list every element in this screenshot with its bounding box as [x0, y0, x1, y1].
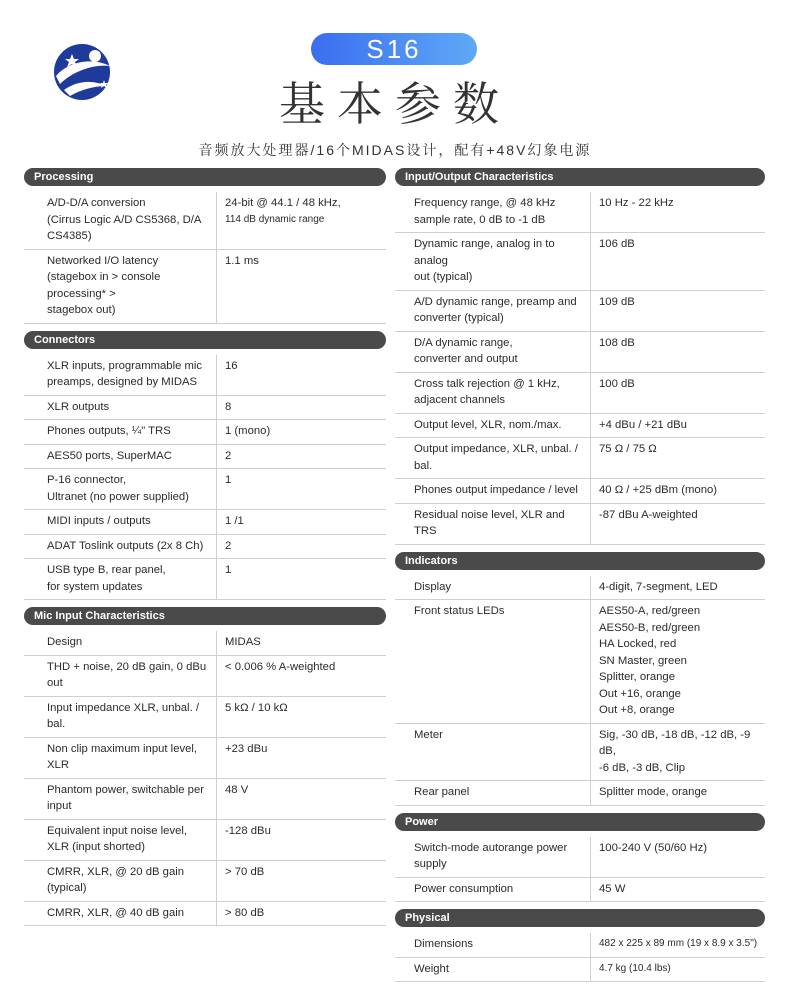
- spec-value-text: > 80 dB: [225, 906, 265, 919]
- spec-value: [591, 291, 765, 331]
- spec-value: [217, 631, 386, 655]
- spec-row: [395, 958, 765, 983]
- spec-value-text: 10 Hz - 22 kHz: [599, 197, 674, 209]
- spec-row: [24, 355, 386, 396]
- spec-value-text: 5 kΩ / 10 kΩ: [225, 701, 288, 714]
- spec-value: [217, 861, 386, 901]
- spec-value: [217, 469, 386, 509]
- spec-value: [591, 438, 765, 478]
- spec-value: [217, 902, 386, 926]
- spec-value-text: 106 dB: [599, 238, 635, 250]
- spec-value-text: -87 dBu A-weighted: [599, 508, 698, 521]
- spec-row: [395, 504, 765, 545]
- spec-value-text: 1: [225, 474, 232, 486]
- spec-value: [217, 396, 386, 420]
- spec-value: [217, 420, 386, 444]
- spec-value: [591, 576, 765, 600]
- spec-row: [24, 738, 386, 779]
- spec-value: [217, 192, 386, 249]
- spec-row: [395, 373, 765, 414]
- spec-value: [591, 414, 765, 438]
- spec-value: [217, 445, 386, 469]
- spec-value: [591, 781, 765, 805]
- spec-value: [217, 697, 386, 737]
- section-heading: Indicators: [395, 552, 765, 570]
- spec-row: [395, 414, 765, 439]
- section-indicators: [395, 552, 765, 806]
- spec-value-text: 1: [225, 564, 232, 576]
- spec-value-text: 1.1 ms: [225, 254, 259, 267]
- spec-value-text: 2: [225, 449, 232, 462]
- spec-value: [591, 233, 765, 290]
- spec-row: [395, 600, 765, 724]
- spec-value-text: 108 dB: [599, 336, 635, 349]
- spec-value-text: > 70 dB: [225, 865, 265, 878]
- spec-label: Rear panel: [395, 781, 591, 805]
- spec-value-text: 4.7 kg (10.4 lbs): [599, 962, 671, 974]
- section-physical: [395, 909, 765, 982]
- spec-label: Residual noise level, XLR and TRS: [395, 504, 591, 544]
- spec-label: A/D dynamic range, preamp and converter (typical): [395, 291, 591, 331]
- spec-label: A/D-D/A conversion (Cirrus Logic A/D CS5368, D/A CS4385): [24, 192, 217, 249]
- spec-label: Equivalent input noise level, XLR (input shorted): [24, 820, 217, 860]
- spec-label: Switch-mode autorange power supply: [395, 837, 591, 877]
- spec-value-text: 482 x 225 x 89 mm (19 x 8.9 x 3.5"): [599, 938, 758, 949]
- section-heading: Mic Input Characteristics: [24, 607, 386, 625]
- spec-value: [591, 373, 765, 413]
- spec-row: [24, 250, 386, 324]
- spec-row: [24, 535, 386, 560]
- spec-row: [395, 438, 765, 479]
- spec-value-text: 100-240 V (50/60 Hz): [599, 841, 708, 854]
- spec-value: [591, 958, 765, 982]
- spec-label: Phantom power, switchable per input: [24, 779, 217, 819]
- spec-value-text: +23 dBu: [225, 742, 268, 755]
- spec-row: [395, 233, 765, 291]
- spec-value: [591, 600, 765, 723]
- spec-label: CMRR, XLR, @ 20 dB gain (typical): [24, 861, 217, 901]
- spec-value: [217, 820, 386, 860]
- spec-label: ADAT Toslink outputs (2x 8 Ch): [24, 535, 217, 559]
- spec-label: THD + noise, 20 dB gain, 0 dBu out: [24, 656, 217, 696]
- spec-value-text: 48 V: [225, 783, 249, 796]
- spec-value: [217, 738, 386, 778]
- spec-row: [24, 902, 386, 927]
- section-heading: Power: [395, 813, 765, 831]
- spec-row: [24, 559, 386, 600]
- spec-label: Cross talk rejection @ 1 kHz, adjacent channels: [395, 373, 591, 413]
- spec-value: [591, 479, 765, 503]
- spec-label: Networked I/O latency (stagebox in > console processing* > stagebox out): [24, 250, 217, 323]
- spec-value-text: < 0.006 % A-weighted: [225, 660, 336, 673]
- spec-row: [395, 781, 765, 806]
- spec-row: [24, 697, 386, 738]
- spec-label: XLR outputs: [24, 396, 217, 420]
- spec-value-note: 114 dB dynamic range: [225, 213, 325, 225]
- spec-label: Front status LEDs: [395, 600, 591, 723]
- spec-row: [24, 820, 386, 861]
- spec-label: Output impedance, XLR, unbal. / bal.: [395, 438, 591, 478]
- spec-value: [217, 535, 386, 559]
- spec-label: AES50 ports, SuperMAC: [24, 445, 217, 469]
- section-processing: [24, 168, 386, 324]
- section-mic-input-characteristics: [24, 607, 386, 926]
- model-badge: S16: [311, 33, 477, 65]
- spec-value: [591, 724, 765, 781]
- spec-value: [217, 779, 386, 819]
- spec-value: [217, 250, 386, 323]
- spec-value: [217, 559, 386, 599]
- spec-row: [395, 192, 765, 233]
- spec-label: MIDI inputs / outputs: [24, 510, 217, 534]
- spec-value: [591, 878, 765, 902]
- spec-label: Phones output impedance / level: [395, 479, 591, 503]
- section-heading: Physical: [395, 909, 765, 927]
- page-subtitle: 音频放大处理器/16个MIDAS设计，配有+48V幻象电源: [198, 142, 592, 158]
- spec-value-text: 109 dB: [599, 295, 635, 308]
- spec-label: Display: [395, 576, 591, 600]
- spec-label: D/A dynamic range, converter and output: [395, 332, 591, 372]
- spec-value-text: AES50-A, red/green AES50-B, red/green HA Locked, red SN Master, green Splitter, orange Out +16, orange Out +8, orange: [599, 605, 701, 716]
- spec-value-text: 45 W: [599, 882, 626, 895]
- spec-row: [24, 420, 386, 445]
- spec-value-text: 16: [225, 359, 238, 372]
- section-heading: Processing: [24, 168, 386, 186]
- spec-label: Output level, XLR, nom./max.: [395, 414, 591, 438]
- spec-value: [591, 837, 765, 877]
- spec-value-text: Sig, -30 dB, -18 dB, -12 dB, -9 dB, -6 dB, -3 dB, Clip: [599, 728, 751, 774]
- spec-row: [24, 445, 386, 470]
- spec-label: P-16 connector, Ultranet (no power supplied): [24, 469, 217, 509]
- spec-row: [395, 878, 765, 903]
- section-connectors: [24, 331, 386, 601]
- spec-value-text: 100 dB: [599, 377, 635, 390]
- spec-value-text: 40 Ω / +25 dBm (mono): [599, 484, 718, 496]
- spec-value-text: +4 dBu / +21 dBu: [599, 418, 687, 431]
- spec-label: USB type B, rear panel, for system updates: [24, 559, 217, 599]
- spec-value-text: MIDAS: [225, 636, 261, 648]
- spec-label: Dynamic range, analog in to analog out (typical): [395, 233, 591, 290]
- spec-label: CMRR, XLR, @ 40 dB gain: [24, 902, 217, 926]
- spec-value-text: 75 Ω / 75 Ω: [599, 443, 657, 455]
- spec-value: [591, 933, 765, 957]
- spec-row: [395, 332, 765, 373]
- spec-row: [395, 479, 765, 504]
- spec-value: [217, 510, 386, 534]
- spec-row: [24, 861, 386, 902]
- spec-value-text: 1 (mono): [225, 425, 271, 437]
- spec-row: [395, 291, 765, 332]
- spec-label: Weight: [395, 958, 591, 982]
- spec-row: [24, 396, 386, 421]
- right-column: [395, 168, 765, 989]
- spec-row: [395, 933, 765, 958]
- spec-label: XLR inputs, programmable mic preamps, designed by MIDAS: [24, 355, 217, 395]
- spec-label: Non clip maximum input level, XLR: [24, 738, 217, 778]
- spec-row: [395, 724, 765, 782]
- spec-row: [395, 576, 765, 601]
- spec-row: [24, 779, 386, 820]
- spec-row: [24, 192, 386, 250]
- spec-value-text: 1 /1: [225, 515, 244, 527]
- section-heading: Input/Output Characteristics: [395, 168, 765, 186]
- spec-label: Design: [24, 631, 217, 655]
- spec-value: [591, 504, 765, 544]
- spec-value-text: 24-bit @ 44.1 / 48 kHz,: [225, 197, 341, 209]
- spec-value-text: -128 dBu: [225, 824, 271, 837]
- spec-row: [395, 837, 765, 878]
- left-column: [24, 168, 386, 933]
- spec-label: Dimensions: [395, 933, 591, 957]
- section-input-output-characteristics: [395, 168, 765, 545]
- spec-label: Frequency range, @ 48 kHz sample rate, 0 dB to -1 dB: [395, 192, 591, 232]
- spec-value: [591, 332, 765, 372]
- spec-value: [217, 656, 386, 696]
- section-power: [395, 813, 765, 903]
- spec-value-text: 4-digit, 7-segment, LED: [599, 580, 718, 593]
- spec-value: [591, 192, 765, 232]
- spec-row: [24, 656, 386, 697]
- spec-value-text: Splitter mode, orange: [599, 786, 708, 798]
- spec-label: Meter: [395, 724, 591, 781]
- spec-value: [217, 355, 386, 395]
- spec-row: [24, 510, 386, 535]
- spec-label: Phones outputs, ¼" TRS: [24, 420, 217, 444]
- spec-row: [24, 469, 386, 510]
- spec-label: Input impedance XLR, unbal. / bal.: [24, 697, 217, 737]
- spec-row: [24, 631, 386, 656]
- section-heading: Connectors: [24, 331, 386, 349]
- page-title: 基本参数: [279, 77, 511, 131]
- spec-value-text: 8: [225, 400, 232, 413]
- spec-label: Power consumption: [395, 878, 591, 902]
- spec-value-text: 2: [225, 539, 232, 552]
